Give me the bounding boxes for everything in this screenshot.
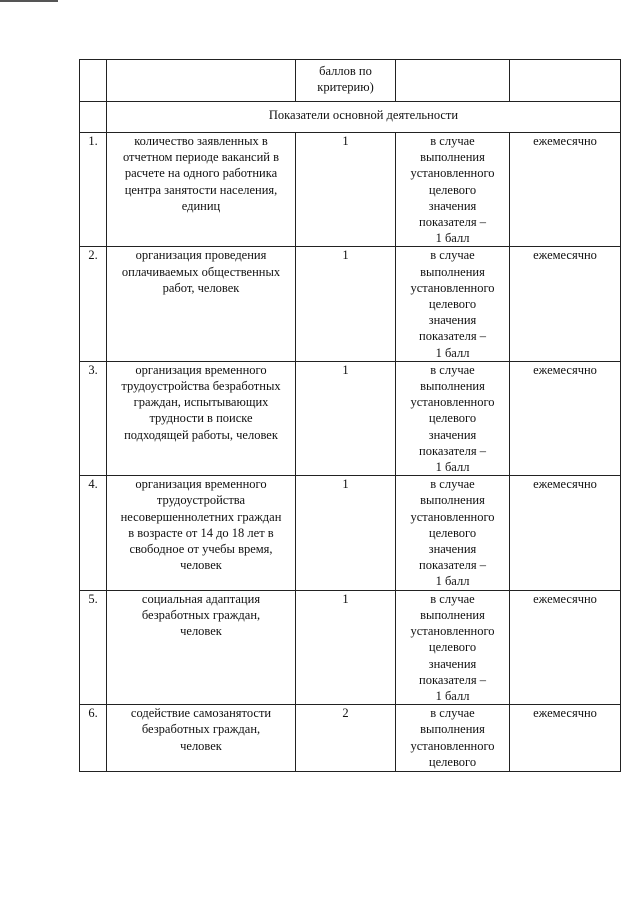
table-row — [80, 705, 621, 772]
header-rule — [0, 0, 58, 2]
condition-cell — [396, 361, 510, 475]
condition-line: значения — [428, 542, 477, 557]
points-header-line: критерию) — [317, 80, 374, 95]
condition-line: в случае — [430, 134, 475, 148]
table-row — [80, 590, 621, 704]
condition-line: установленного — [410, 280, 495, 295]
condition-line: значения — [428, 198, 477, 213]
points-cell: 1 — [296, 133, 396, 247]
condition-line: выполнения — [420, 264, 485, 279]
condition-line: в случае — [430, 248, 475, 263]
condition-cell — [396, 590, 510, 704]
num-header-cell — [80, 60, 107, 102]
points-cell: 1 — [296, 590, 396, 704]
condition-cell — [396, 705, 510, 772]
condition-line: значения — [428, 313, 477, 328]
indicator-cell — [107, 247, 296, 361]
row-number: 1. — [80, 133, 107, 247]
condition-line: 1 балл — [435, 574, 470, 589]
indicator-line: содействие самозанятости — [130, 706, 272, 721]
indicator-line: организация временного — [135, 362, 267, 377]
condition-line: целевого — [428, 182, 477, 197]
indicator-line: отчетном периоде вакансий в — [122, 150, 280, 165]
condition-line: установленного — [410, 395, 495, 410]
row-number: 2. — [80, 247, 107, 361]
row-number: 6. — [80, 705, 107, 772]
condition-line: в случае — [430, 591, 475, 606]
indicator-line: несовершеннолетних граждан — [120, 509, 282, 524]
condition-line: установленного — [410, 738, 495, 753]
period-cell: ежемесячно — [510, 247, 621, 361]
table-row — [80, 361, 621, 475]
condition-line: показателя – — [419, 215, 486, 230]
indicator-cell — [107, 705, 296, 772]
row-number: 5. — [80, 590, 107, 704]
condition-line: целевого — [428, 525, 477, 540]
condition-line: 1 балл — [435, 345, 470, 360]
indicator-line: организация временного — [135, 477, 267, 492]
period-cell: ежемесячно — [510, 361, 621, 475]
condition-line: выполнения — [420, 150, 485, 165]
condition-line: выполнения — [420, 722, 485, 737]
condition-line: установленного — [410, 166, 495, 181]
indicator-line: свободное от учебы время, — [129, 542, 273, 557]
indicator-cell — [107, 361, 296, 475]
condition-line: значения — [428, 427, 477, 442]
condition-line: значения — [428, 656, 477, 671]
condition-line: выполнения — [420, 493, 485, 508]
indicator-line: работ, человек — [162, 280, 240, 295]
period-header-cell — [510, 60, 621, 102]
points-cell: 1 — [296, 476, 396, 590]
indicator-line: расчете на одного работника — [124, 166, 278, 181]
row-number: 4. — [80, 476, 107, 590]
condition-line: в случае — [430, 477, 475, 492]
section-row — [80, 102, 621, 133]
points-header-line: баллов по — [319, 64, 372, 78]
indicator-line: граждан, испытывающих — [133, 395, 269, 410]
condition-line: в случае — [430, 706, 475, 721]
condition-cell — [396, 247, 510, 361]
condition-line: выполнения — [420, 607, 485, 622]
indicator-line: человек — [180, 738, 222, 753]
indicator-line: оплачиваемых общественных — [121, 264, 281, 279]
indicator-header-cell — [107, 60, 296, 102]
points-cell: 2 — [296, 705, 396, 772]
indicator-cell — [107, 590, 296, 704]
indicator-line: единиц — [181, 198, 221, 213]
criteria-table — [79, 59, 621, 772]
indicator-line: трудоустройства безработных — [121, 379, 281, 394]
indicator-line: организация проведения — [135, 248, 267, 263]
period-cell: ежемесячно — [510, 590, 621, 704]
indicator-line: подходящей работы, человек — [124, 427, 278, 442]
condition-line: показателя – — [419, 329, 486, 344]
table-row — [80, 247, 621, 361]
table-row — [80, 476, 621, 590]
points-header-cell — [296, 60, 396, 102]
header-row — [80, 60, 621, 102]
table-row — [80, 133, 621, 247]
indicator-line: безработных граждан, — [141, 722, 261, 737]
condition-line: установленного — [410, 624, 495, 639]
section-num-cell — [80, 102, 107, 133]
condition-header-cell — [396, 60, 510, 102]
indicator-line: человек — [180, 558, 222, 573]
period-cell: ежемесячно — [510, 133, 621, 247]
condition-line: целевого — [428, 754, 477, 769]
condition-line: показателя – — [419, 558, 486, 573]
indicator-line: количество заявленных в — [134, 134, 268, 148]
indicator-line: трудности в поиске — [149, 411, 253, 426]
condition-line: выполнения — [420, 379, 485, 394]
indicator-line: безработных граждан, — [141, 607, 261, 622]
condition-line: 1 балл — [435, 231, 470, 246]
indicator-line: социальная адаптация — [141, 591, 261, 606]
points-cell: 1 — [296, 361, 396, 475]
condition-line: в случае — [430, 362, 475, 377]
period-cell: ежемесячно — [510, 476, 621, 590]
condition-line: установленного — [410, 509, 495, 524]
period-cell: ежемесячно — [510, 705, 621, 772]
indicator-line: трудоустройства — [156, 493, 246, 508]
condition-line: целевого — [428, 297, 477, 312]
indicator-line: центра занятости населения, — [124, 182, 278, 197]
section-title: Показатели основной деятельности — [107, 102, 621, 133]
indicator-cell — [107, 476, 296, 590]
condition-cell — [396, 476, 510, 590]
condition-line: 1 балл — [435, 688, 470, 703]
points-cell: 1 — [296, 247, 396, 361]
indicator-line: человек — [180, 624, 222, 639]
condition-line: целевого — [428, 411, 477, 426]
condition-line: показателя – — [419, 672, 486, 687]
indicator-cell — [107, 133, 296, 247]
indicator-line: в возрасте от 14 до 18 лет в — [128, 525, 274, 540]
condition-line: 1 балл — [435, 460, 470, 475]
condition-cell — [396, 133, 510, 247]
row-number: 3. — [80, 361, 107, 475]
condition-line: показателя – — [419, 443, 486, 458]
condition-line: целевого — [428, 640, 477, 655]
